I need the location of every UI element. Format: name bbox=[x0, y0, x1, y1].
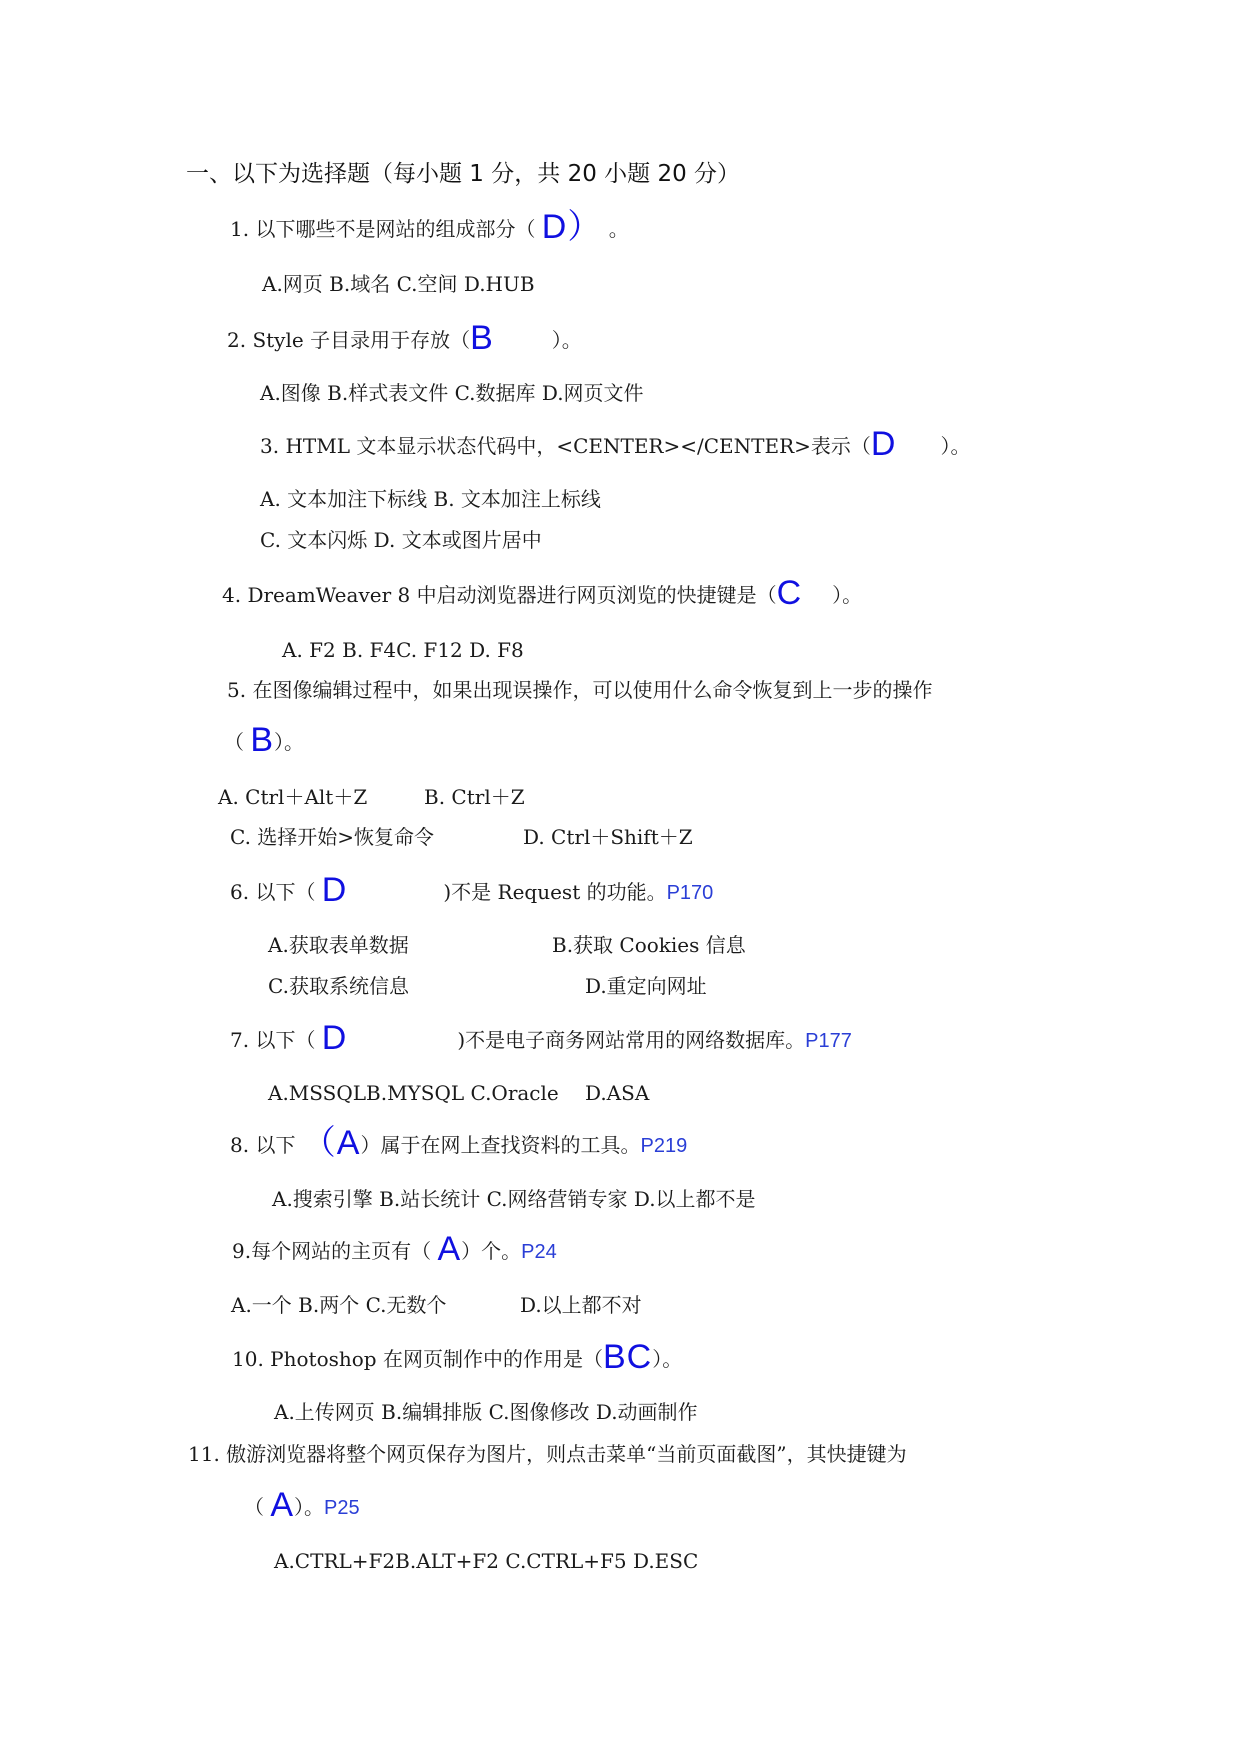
page-ref: P170 bbox=[666, 882, 714, 904]
question-text: 9.每个网站的主页有（ bbox=[232, 1239, 438, 1263]
question-7-options: A.MSSQLB.MYSQL C.Oracle bbox=[268, 1081, 559, 1105]
question-10-options: A.上传网页 B.编辑排版 C.图像修改 D.动画制作 bbox=[274, 1400, 698, 1424]
question-tail: ）。 bbox=[832, 583, 863, 607]
question-6 bbox=[230, 871, 714, 909]
question-9-option-d: D.以上都不对 bbox=[520, 1293, 642, 1317]
page-ref: P24 bbox=[521, 1241, 557, 1263]
question-tail: ）属于在网上查找资料的工具。 bbox=[360, 1133, 641, 1157]
question-tail: ）。 bbox=[294, 1495, 325, 1519]
answer-mark: BC bbox=[602, 1338, 653, 1376]
question-tail: ）个。 bbox=[461, 1239, 522, 1263]
question-open: （ bbox=[224, 730, 251, 754]
question-6-option-c: C.获取系统信息 bbox=[268, 974, 409, 998]
question-text: 8. 以下 bbox=[230, 1133, 302, 1157]
question-3 bbox=[260, 425, 971, 463]
question-2-options: A.图像 B.样式表文件 C.数据库 D.网页文件 bbox=[260, 381, 644, 405]
question-tail: ）。 bbox=[551, 328, 582, 352]
question-5-option-c: C. 选择开始>恢复命令 bbox=[230, 825, 435, 849]
question-text: 6. 以下（ bbox=[230, 880, 322, 904]
question-8 bbox=[230, 1124, 688, 1162]
question-10 bbox=[232, 1338, 683, 1376]
answer-mark: D bbox=[321, 871, 348, 909]
question-5: 5. 在图像编辑过程中，如果出现误操作，可以使用什么命令恢复到上一步的操作 bbox=[227, 678, 933, 702]
page-ref: P177 bbox=[805, 1030, 852, 1052]
question-text: 4. DreamWeaver 8 中启动浏览器进行网页浏览的快捷键是（ bbox=[222, 583, 777, 607]
question-7-option-d: D.ASA bbox=[585, 1081, 650, 1105]
answer-mark: （A bbox=[301, 1124, 361, 1162]
question-text: 2. Style 子目录用于存放（ bbox=[227, 328, 471, 352]
question-text: 3. HTML 文本显示状态代码中，<CENTER></CENTER>表示（ bbox=[260, 434, 871, 458]
section-heading: 一、以下为选择题（每小题 1 分，共 20 小题 20 分） bbox=[186, 161, 741, 187]
question-6-option-d: D.重定向网址 bbox=[585, 974, 707, 998]
answer-mark: A bbox=[270, 1486, 295, 1524]
question-7 bbox=[230, 1019, 852, 1057]
question-tail: ）。 bbox=[940, 434, 971, 458]
question-5-option-d: D. Ctrl＋Shift＋Z bbox=[523, 825, 693, 849]
answer-mark: D bbox=[321, 1019, 348, 1057]
question-text: 10. Photoshop 在网页制作中的作用是（ bbox=[232, 1347, 603, 1371]
question-open: （ bbox=[244, 1495, 271, 1519]
question-3-options-row1: A. 文本加注下标线 B. 文本加注上标线 bbox=[260, 487, 601, 511]
answer-mark: C bbox=[776, 574, 803, 612]
question-tail: ）。 bbox=[274, 730, 305, 754]
question-4-options: A. F2 B. F4C. F12 D. F8 bbox=[282, 638, 524, 662]
question-tail: )不是 Request 的功能。 bbox=[443, 880, 667, 904]
answer-mark: B bbox=[470, 319, 494, 357]
question-tail: 。 bbox=[602, 217, 629, 241]
question-1 bbox=[230, 208, 629, 246]
question-11: 11. 傲游浏览器将整个网页保存为图片，则点击菜单“当前页面截图”，其快捷键为 bbox=[188, 1442, 907, 1466]
question-tail: ）。 bbox=[652, 1347, 683, 1371]
question-9-options: A.一个 B.两个 C.无数个 bbox=[231, 1293, 447, 1317]
page-ref: P25 bbox=[324, 1497, 360, 1519]
question-9 bbox=[232, 1230, 557, 1268]
answer-mark: D bbox=[870, 425, 897, 463]
question-2 bbox=[227, 319, 582, 357]
answer-mark: A bbox=[437, 1230, 462, 1268]
question-5-answer-line bbox=[224, 721, 305, 759]
question-11-options: A.CTRL+F2B.ALT+F2 C.CTRL+F5 D.ESC bbox=[274, 1549, 699, 1573]
question-1-options: A.网页 B.域名 C.空间 D.HUB bbox=[262, 272, 535, 296]
question-11-answer-line bbox=[244, 1486, 360, 1524]
question-text: 7. 以下（ bbox=[230, 1028, 322, 1052]
answer-mark: D） bbox=[541, 208, 603, 246]
question-3-options-row2: C. 文本闪烁 D. 文本或图片居中 bbox=[260, 528, 542, 552]
question-5-option-a: A. Ctrl＋Alt＋Z bbox=[218, 785, 368, 809]
question-6-option-a: A.获取表单数据 bbox=[268, 933, 409, 957]
question-4 bbox=[222, 574, 863, 612]
page-ref: P219 bbox=[640, 1135, 688, 1157]
answer-mark: B bbox=[250, 721, 275, 759]
question-text: 1. 以下哪些不是网站的组成部分（ bbox=[230, 217, 542, 241]
question-tail: )不是电子商务网站常用的网络数据库。 bbox=[457, 1028, 806, 1052]
question-8-options: A.搜索引擎 B.站长统计 C.网络营销专家 D.以上都不是 bbox=[272, 1187, 756, 1211]
question-6-option-b: B.获取 Cookies 信息 bbox=[552, 933, 746, 957]
question-5-option-b: B. Ctrl＋Z bbox=[424, 785, 525, 809]
